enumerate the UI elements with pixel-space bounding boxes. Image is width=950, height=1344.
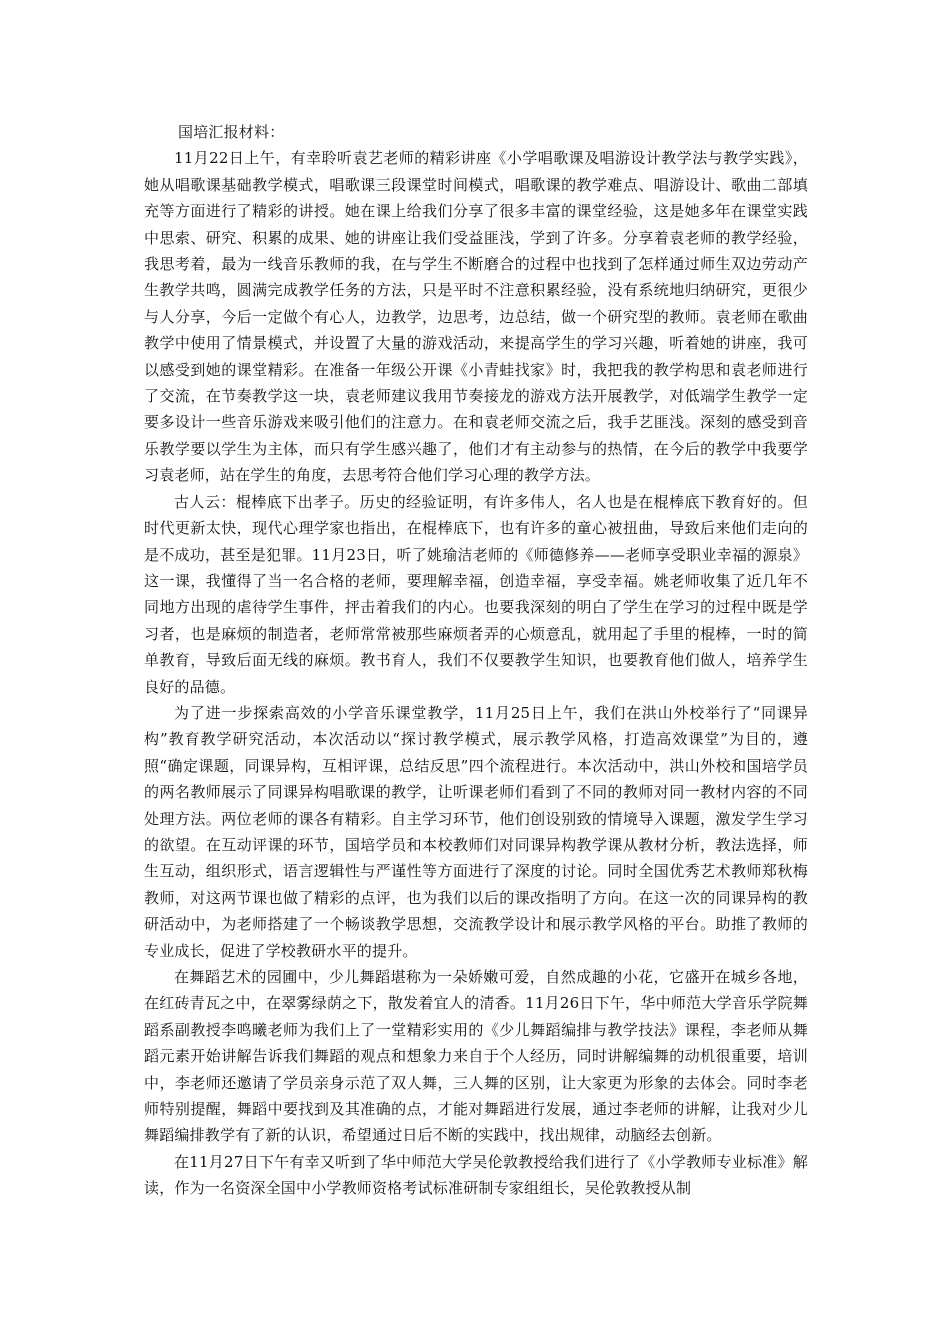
document-body: [144, 119, 808, 1202]
paragraph-teacher-ethics: 古人云：棍棒底下出孝子。历史的经验证明，有许多伟人，名人也是在棍棒底下教育好的。但时代更新太快，现代心理学家也指出，在棍棒底下，也有许多的童心被扭曲，导致后来他们走向的是不成功，甚至是犯罪。11月23日，听了姚瑜洁老师的《师德修养——老师享受职业幸福的源泉》这一课，我懂得了当一名合格的老师，要理解幸福，创造幸福，享受幸福。姚老师收集了近几年不同地方出现的虐待学生事件，抨击着我们的内心。也要我深刻的明白了学生在学习的过程中既是学习者，也是麻烦的制造者，老师常常被那些麻烦者弄的心烦意乱，就用起了手里的棍棒，一时的简单教育，导致后面无线的麻烦。教书育人，我们不仅要教学生知识，也要教育他们做人，培养学生良好的品德。: [144, 492, 808, 696]
paragraph-children-dance: 在舞蹈艺术的园圃中，少儿舞蹈堪称为一朵娇嫩可爱，自然成趣的小花，它盛开在城乡各地，在红砖青瓦之中，在翠雾绿荫之下，散发着宜人的清香。11月26日下午，华中师范大学音乐学院舞蹈系副教授李鸣曦老师为我们上了一堂精彩实用的《少儿舞蹈编排与教学技法》课程，李老师从舞蹈元素开始讲解告诉我们舞蹈的观点和想象力来自于个人经历，同时讲解编舞的动机很重要，培训中，李老师还邀请了学员亲身示范了双人舞，三人舞的区别，让大家更为形象的去体会。同时李老师特别提醒，舞蹈中要找到及其准确的点，才能对舞蹈进行发展，通过李老师的讲解，让我对少儿舞蹈编排教学有了新的认识，希望通过日后不断的实践中，找出规律，动脑经去创新。: [144, 968, 808, 1145]
paragraph-teacher-standards: 在11月27日下午有幸又听到了华中师范大学吴伦敦教授给我们进行了《小学教师专业标准》解读，作为一名资深全国中小学教师资格考试标准研制专家组组长，吴伦敦教授从制: [144, 1152, 808, 1198]
paragraph-lecture-singing: 11月22日上午，有幸聆听袁艺老师的精彩讲座《小学唱歌课及唱游设计教学法与教学实践》，她从唱歌课基础教学模式，唱歌课三段课堂时间模式，唱歌课的教学难点、唱游设计、歌曲二部填充等方面进行了精彩的讲授。她在课上给我们分享了很多丰富的课堂经验，这是她多年在课堂实践中思索、研究、积累的成果、她的讲座让我们受益匪浅，学到了许多。分享着袁老师的教学经验，我思考着，最为一线音乐教师的我，在与学生不断磨合的过程中也找到了怎样通过师生双边劳动产生教学共鸣，圆满完成教学任务的方法，只是平时不注意积累经验，没有系统地归纳研究，更很少与人分享，今后一定做个有心人，边教学，边思考，边总结，做一个研究型的教师。袁老师在歌曲教学中使用了情景模式，并设置了大量的游戏活动，来提高学生的学习兴趣，听着她的讲座，我可以感受到她的课堂精彩。在准备一年级公开课《小青蛙找家》时，我把我的教学构思和袁老师进行了交流，在节奏教学这一块，袁老师建议我用节奏接龙的游戏方法开展教学，对低端学生教学一定要多设计一些音乐游戏来吸引他们的注意力。在和袁老师交流之后，我手艺匪浅。深刻的感受到音乐教学要以学生为主体，而只有学生感兴趣了，他们才有主动参与的热情，在今后的教学中我要学习袁老师，站在学生的角度，去思考符合他们学习心理的教学方法。: [144, 149, 808, 485]
document-heading: 国培汇报材料：: [178, 123, 285, 141]
paragraph-same-lesson-activity: 为了进一步探索高效的小学音乐课堂教学，11月25日上午，我们在洪山外校举行了“同课异构”教育教学研究活动，本次活动以“探讨教学模式，展示教学风格，打造高效课堂”为目的，遵照“确定课题，同课异构，互相评课，总结反思”四个流程进行。本次活动中，洪山外校和国培学员的两名教师展示了同课异构唱歌课的教学，让听课老师们看到了不同的教师对同一教材内容的不同处理方法。两位老师的课各有精彩。自主学习环节，他们创设别致的情境导入课题，激发学生学习的欲望。在互动评课的环节，国培学员和本校教师们对同课异构教学课从教材分析，教法选择，师生互动，组织形式，语言逻辑性与严谨性等方面进行了深度的讨论。同时全国优秀艺术教师郑秋梅教师，对这两节课也做了精彩的点评，也为我们以后的课改指明了方向。在这一次的同课异构的教研活动中，为老师搭建了一个畅谈教学思想，交流教学设计和展示教学风格的平台。助推了教师的专业成长，促进了学校教研水平的提升。: [144, 703, 808, 960]
